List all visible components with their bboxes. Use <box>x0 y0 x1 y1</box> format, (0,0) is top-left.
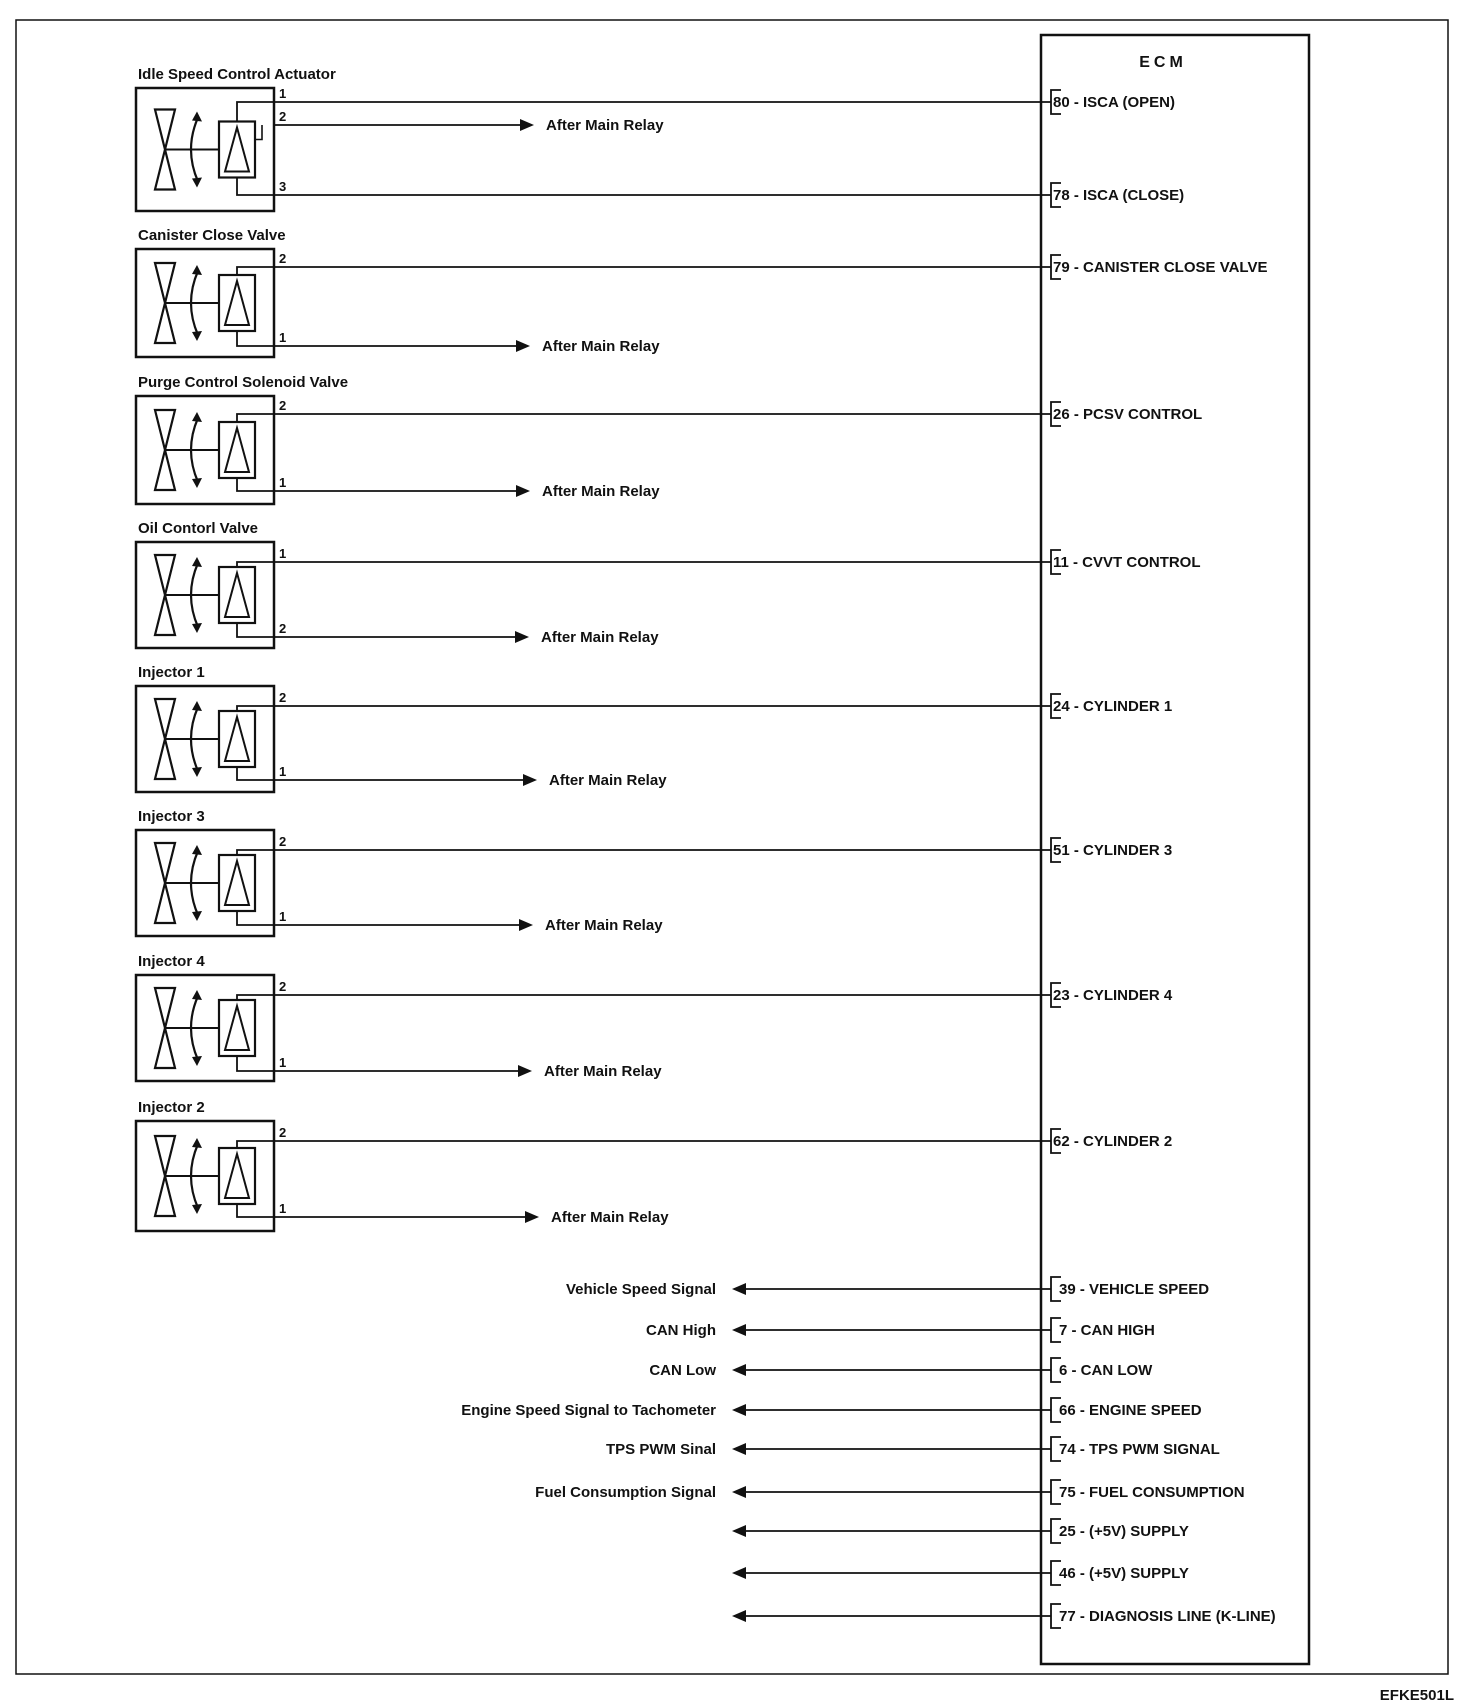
ecm-terminal-label: 78 - ISCA (CLOSE) <box>1053 187 1185 204</box>
component-label: Injector 3 <box>138 808 205 825</box>
solenoid-triangle-icon <box>225 128 249 172</box>
components <box>136 66 1267 1231</box>
output-39-vehicle-speed <box>566 1277 1209 1301</box>
pin-number: 2 <box>279 251 287 266</box>
arrowhead-icon <box>192 1204 202 1214</box>
ecm-terminal-label: 79 - CANISTER CLOSE VALVE <box>1053 259 1268 276</box>
pin-number: 3 <box>279 179 287 194</box>
component-label: Injector 1 <box>138 664 205 681</box>
relay-label: After Main Relay <box>542 338 660 355</box>
component-label: Injector 4 <box>138 953 205 970</box>
pin-number: 2 <box>279 109 287 124</box>
ecm-terminal-label: 51 - CYLINDER 3 <box>1053 842 1173 859</box>
arrow-left-icon <box>732 1443 746 1455</box>
arrowhead-icon <box>192 331 202 341</box>
pin-number: 2 <box>279 979 287 994</box>
ecm-terminal-label: 74 - TPS PWM SIGNAL <box>1059 1441 1220 1458</box>
figure-code: EFKE501L <box>1379 1687 1454 1704</box>
solenoid-triangle-icon <box>225 281 249 325</box>
arrow-left-icon <box>732 1610 746 1622</box>
arrowhead-icon <box>192 990 202 1000</box>
internal-lead <box>237 1056 274 1071</box>
output-signal-label: CAN Low <box>649 1362 716 1379</box>
output-signal-label: Vehicle Speed Signal <box>565 1281 716 1298</box>
arrowhead-icon <box>192 845 202 855</box>
relay-label: After Main Relay <box>542 483 660 500</box>
output-77-diagnosis-line-k-line <box>732 1604 1276 1628</box>
ecm-terminal-label: 80 - ISCA (OPEN) <box>1053 94 1175 111</box>
arrowhead-icon <box>192 178 202 188</box>
internal-lead <box>237 414 274 422</box>
relay-label: After Main Relay <box>546 117 664 134</box>
ecm-terminal-label: 7 - CAN HIGH <box>1059 1322 1155 1339</box>
pin-number: 2 <box>279 690 287 705</box>
ecm-terminal-label: 77 - DIAGNOSIS LINE (K-LINE) <box>1059 1608 1276 1625</box>
internal-lead <box>237 911 274 925</box>
arrow-left-icon <box>732 1324 746 1336</box>
relay-label: After Main Relay <box>551 1209 669 1226</box>
pin-number: 2 <box>279 834 287 849</box>
arrowhead-icon <box>192 911 202 921</box>
ecm-terminal-label: 24 - CYLINDER 1 <box>1053 698 1173 715</box>
arrow-right-icon <box>518 1065 532 1077</box>
pin-number: 2 <box>279 621 287 636</box>
arrow-right-icon <box>516 340 530 352</box>
arrow-right-icon <box>525 1211 539 1223</box>
arrow-left-icon <box>732 1404 746 1416</box>
component-idle-speed-control-actuator <box>136 66 1184 211</box>
solenoid-triangle-icon <box>225 861 249 905</box>
pin-number: 1 <box>279 330 287 345</box>
ecm-terminal-label: 46 - (+5V) SUPPLY <box>1059 1565 1189 1582</box>
pin-number: 1 <box>279 1055 287 1070</box>
arrowhead-icon <box>192 1138 202 1148</box>
component-label: Oil Contorl Valve <box>138 520 259 537</box>
component-label: Idle Speed Control Actuator <box>138 66 336 83</box>
component-purge-control-solenoid-valve <box>136 374 1202 504</box>
arrow-right-icon <box>523 774 537 786</box>
arrowhead-icon <box>192 557 202 567</box>
pin-number: 2 <box>279 398 287 413</box>
pin-number: 1 <box>279 764 287 779</box>
internal-lead <box>237 102 274 122</box>
arrowhead-icon <box>192 112 202 122</box>
component-label: Purge Control Solenoid Valve <box>138 374 349 391</box>
pin-number: 1 <box>279 546 287 561</box>
internal-lead <box>237 331 274 346</box>
pin-number: 1 <box>279 909 287 924</box>
internal-lead <box>237 478 274 491</box>
arrowhead-icon <box>192 701 202 711</box>
arrow-left-icon <box>732 1486 746 1498</box>
internal-lead <box>237 1204 274 1217</box>
output-7-can-high <box>646 1318 1155 1342</box>
arrow-right-icon <box>519 919 533 931</box>
ecm-terminal-label: 66 - ENGINE SPEED <box>1059 1402 1202 1419</box>
component-injector-3 <box>136 808 1172 936</box>
output-signal-label: Fuel Consumption Signal <box>535 1484 716 1501</box>
component-injector-2 <box>136 1099 1172 1231</box>
ecm-terminal-label: 25 - (+5V) SUPPLY <box>1059 1523 1189 1540</box>
arrow-right-icon <box>515 631 529 643</box>
internal-lead <box>237 767 274 780</box>
arrow-left-icon <box>732 1567 746 1579</box>
arrow-right-icon <box>516 485 530 497</box>
solenoid-triangle-icon <box>225 1154 249 1198</box>
output-75-fuel-consumption <box>535 1480 1244 1504</box>
output-signals <box>461 1277 1275 1628</box>
internal-lead <box>237 623 274 637</box>
relay-label: After Main Relay <box>544 1063 662 1080</box>
arrowhead-icon <box>192 265 202 275</box>
arrowhead-icon <box>192 412 202 422</box>
arrowhead-icon <box>192 1056 202 1066</box>
output-signal-label: CAN High <box>646 1322 716 1339</box>
ecm-terminal-label: 26 - PCSV CONTROL <box>1053 406 1203 423</box>
arrowhead-icon <box>192 478 202 488</box>
arrowhead-icon <box>192 623 202 633</box>
output-74-tps-pwm-signal <box>606 1437 1220 1461</box>
output-46-5v-supply <box>732 1561 1189 1585</box>
internal-lead <box>237 267 274 275</box>
solenoid-triangle-icon <box>225 1006 249 1050</box>
component-injector-1 <box>136 664 1172 792</box>
output-signal-label: Engine Speed Signal to Tachometer <box>461 1402 716 1419</box>
ecm-terminal-label: 39 - VEHICLE SPEED <box>1059 1281 1210 1298</box>
ecm-terminal-label: 6 - CAN LOW <box>1059 1362 1153 1379</box>
arrowhead-icon <box>192 767 202 777</box>
arrow-right-icon <box>520 119 534 131</box>
arrow-left-icon <box>732 1283 746 1295</box>
ecm-terminal-label: 23 - CYLINDER 4 <box>1053 987 1173 1004</box>
pin-number: 2 <box>279 1125 287 1140</box>
solenoid-triangle-icon <box>225 717 249 761</box>
output-66-engine-speed <box>461 1398 1201 1422</box>
component-canister-close-valve <box>136 227 1267 357</box>
pin-number: 1 <box>279 475 287 490</box>
solenoid-triangle-icon <box>225 573 249 617</box>
component-injector-4 <box>136 953 1173 1081</box>
ecm-terminal-label: 75 - FUEL CONSUMPTION <box>1059 1484 1245 1501</box>
solenoid-triangle-icon <box>225 428 249 472</box>
relay-label: After Main Relay <box>541 629 659 646</box>
ecm-terminal-label: 62 - CYLINDER 2 <box>1053 1133 1173 1150</box>
ecm-title: ECM <box>1139 54 1187 71</box>
output-6-can-low <box>649 1358 1153 1382</box>
arrow-left-icon <box>732 1525 746 1537</box>
arrow-left-icon <box>732 1364 746 1376</box>
component-label: Injector 2 <box>138 1099 205 1116</box>
relay-label: After Main Relay <box>545 917 663 934</box>
internal-lead <box>237 178 274 196</box>
relay-label: After Main Relay <box>549 772 667 789</box>
pin-number: 1 <box>279 86 287 101</box>
ecm-terminal-label: 11 - CVVT CONTROL <box>1053 554 1201 571</box>
component-label: Canister Close Valve <box>138 227 286 244</box>
pin-number: 1 <box>279 1201 287 1216</box>
output-25-5v-supply <box>732 1519 1189 1543</box>
output-signal-label: TPS PWM Sinal <box>605 1441 716 1458</box>
